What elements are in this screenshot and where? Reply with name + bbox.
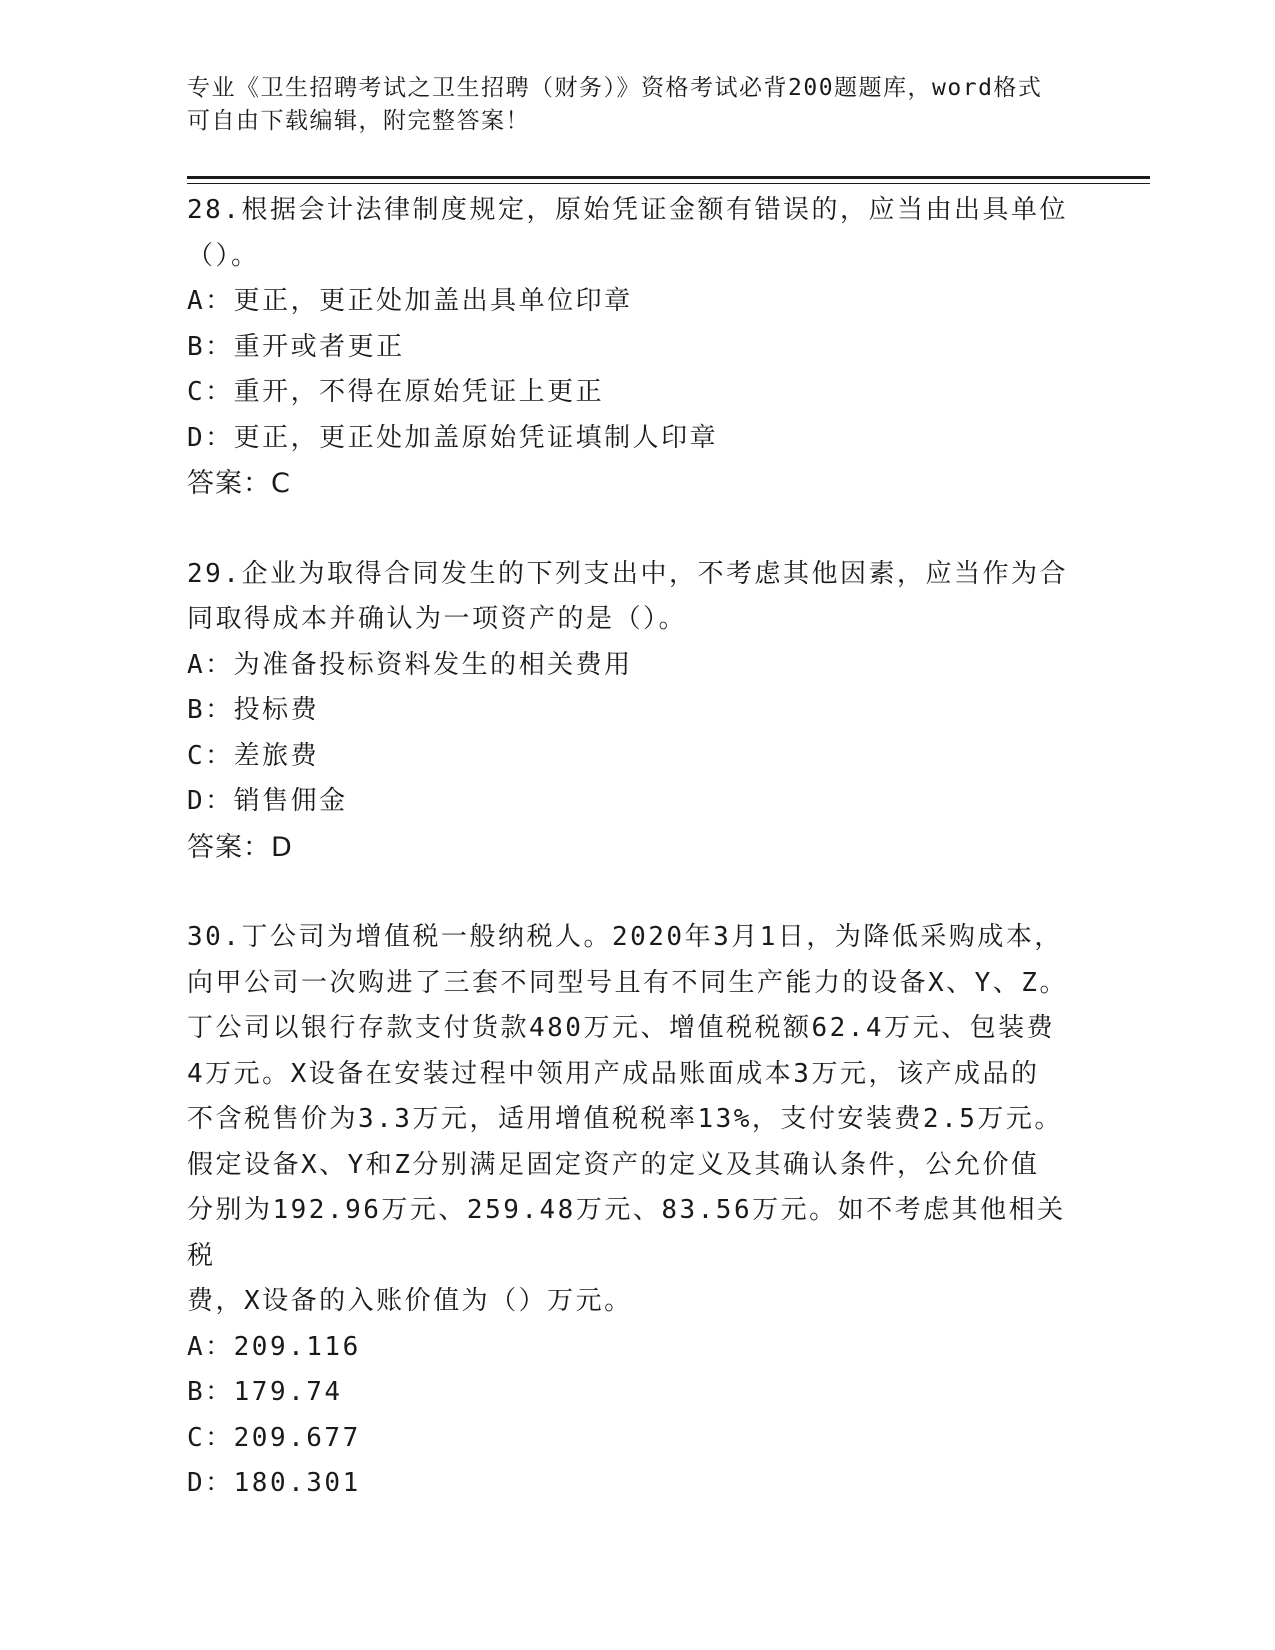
option-b: B：179.74 <box>187 1377 343 1407</box>
question-28 <box>187 188 1072 507</box>
question-list <box>187 188 1072 1507</box>
question-text-line: 29.企业为取得合同发生的下列支出中，不考虑其他因素，应当作为合 <box>187 558 1068 589</box>
question-text-line: 向甲公司一次购进了三套不同型号且有不同生产能力的设备X、Y、Z。 <box>187 967 1068 998</box>
header-line-2: 可自由下载编辑，附完整答案！ <box>187 108 530 134</box>
question-text-line: 30.丁公司为增值税一般纳税人。2020年3月1日，为降低采购成本， <box>187 922 1063 952</box>
question-spacer <box>187 507 1072 552</box>
question-text-line: 28.根据会计法律制度规定，原始凭证金额有错误的，应当由出具单位 <box>187 195 1068 225</box>
option-b: B：重开或者更正 <box>187 331 405 362</box>
option-a: A：更正，更正处加盖出具单位印章 <box>187 286 633 316</box>
option-c: C：209.677 <box>187 1422 361 1453</box>
question-29 <box>187 552 1072 871</box>
question-text-line: 同取得成本并确认为一项资产的是（）。 <box>187 604 688 634</box>
question-spacer <box>187 870 1072 915</box>
document-header <box>187 72 1067 138</box>
option-c: C：差旅费 <box>187 740 320 771</box>
question-text-line: 4万元。X设备在安装过程中领用产成品账面成本3万元，该产成品的 <box>187 1058 1040 1089</box>
answer: 答案：C <box>187 468 291 499</box>
header-divider-thin <box>187 183 1150 184</box>
option-a: A：为准备投标资料发生的相关费用 <box>187 649 633 680</box>
header-line-1: 专业《卫生招聘考试之卫生招聘（财务）》资格考试必背200题题库，word格式 <box>187 75 1043 101</box>
question-text-line: （）。 <box>187 240 260 271</box>
question-30 <box>187 915 1072 1507</box>
header-divider-thick <box>187 176 1150 179</box>
option-b: B：投标费 <box>187 695 320 725</box>
option-d: D：销售佣金 <box>187 786 348 816</box>
question-text-line: 分别为192.96万元、259.48万元、83.56万元。如不考虑其他相关税 <box>187 1195 1066 1271</box>
question-text-line: 丁公司以银行存款支付货款480万元、增值税税额62.4万元、包装费 <box>187 1013 1056 1043</box>
option-c: C：重开，不得在原始凭证上更正 <box>187 377 605 407</box>
option-d: D：180.301 <box>187 1468 361 1498</box>
question-text-line: 假定设备X、Y和Z分别满足固定资产的定义及其确认条件，公允价值 <box>187 1149 1040 1180</box>
question-text-line: 费，X设备的入账价值为（）万元。 <box>187 1286 633 1316</box>
option-d: D：更正，更正处加盖原始凭证填制人印章 <box>187 422 719 453</box>
option-a: A：209.116 <box>187 1331 361 1362</box>
question-text-line: 不含税售价为3.3万元，适用增值税税率13%，支付安装费2.5万元。 <box>187 1104 1063 1134</box>
answer: 答案：D <box>187 831 293 863</box>
